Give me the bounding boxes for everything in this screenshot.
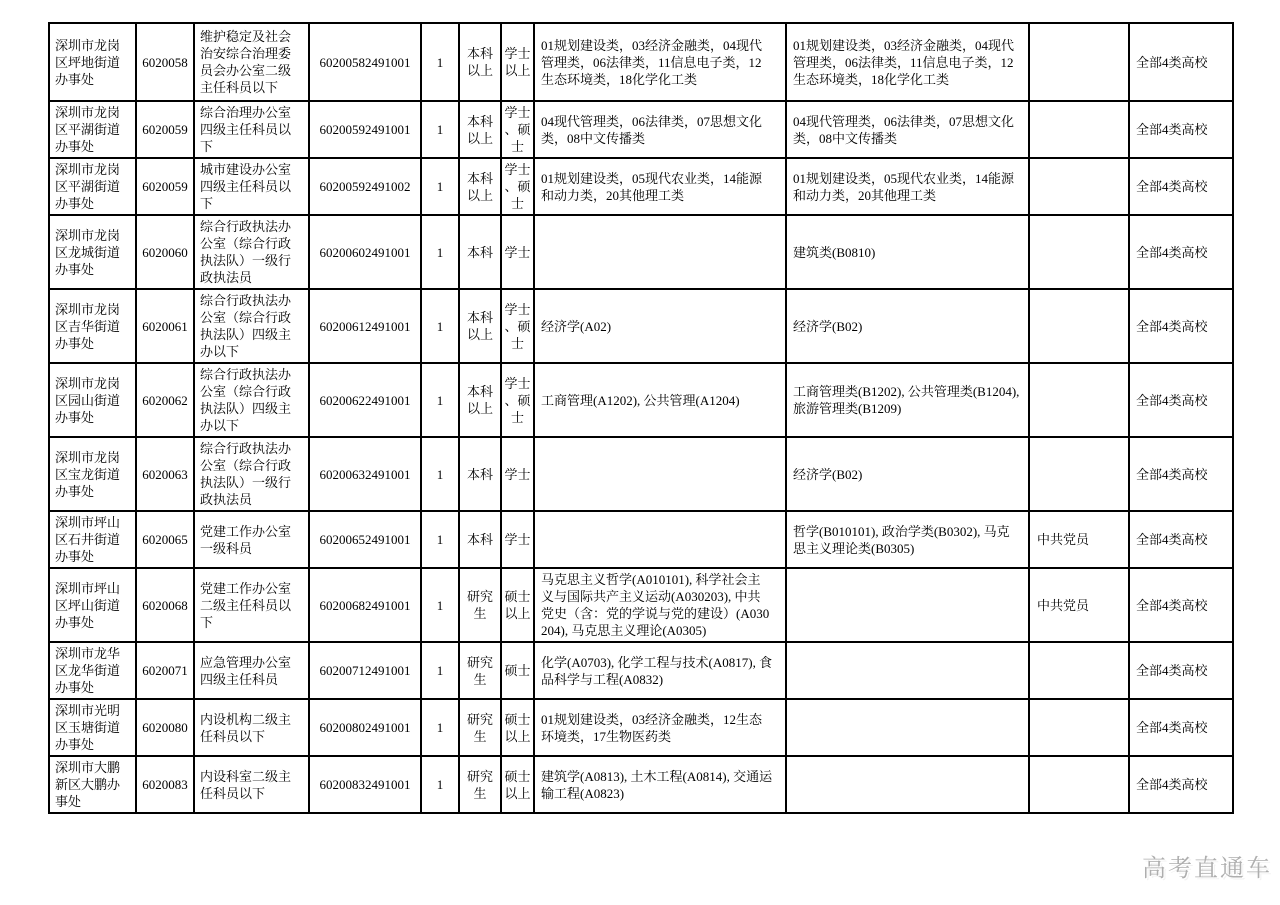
degree-cell: 学士、硕士 [501, 158, 534, 215]
major-list-a-cell: 工商管理(A1202), 公共管理(A1204) [534, 363, 786, 437]
political-status-cell [1029, 642, 1129, 699]
education-cell: 本科以上 [459, 363, 501, 437]
unit-code-cell: 6020080 [136, 699, 194, 756]
position-code-cell: 60200612491001 [309, 289, 421, 363]
degree-cell: 学士、硕士 [501, 101, 534, 158]
major-list-b-cell: 04现代管理类，06法律类，07思想文化类，08中文传播类 [786, 101, 1029, 158]
openings-cell: 1 [421, 642, 459, 699]
table-row [49, 642, 1233, 699]
college-type-cell: 全部4类高校 [1129, 699, 1233, 756]
unit-cell: 深圳市龙岗区宝龙街道办事处 [49, 437, 136, 511]
position-code-cell: 60200802491001 [309, 699, 421, 756]
major-list-b-cell: 经济学(B02) [786, 289, 1029, 363]
position-title-cell: 综合行政执法办公室（综合行政执法队）四级主办以下 [194, 289, 309, 363]
major-list-b-cell [786, 699, 1029, 756]
college-type-cell: 全部4类高校 [1129, 289, 1233, 363]
position-title-cell: 党建工作办公室二级主任科员以下 [194, 568, 309, 642]
college-type-cell: 全部4类高校 [1129, 158, 1233, 215]
political-status-cell: 中共党员 [1029, 511, 1129, 568]
positions-table-body [49, 23, 1233, 813]
openings-cell: 1 [421, 756, 459, 813]
position-code-cell: 60200832491001 [309, 756, 421, 813]
major-list-a-cell: 经济学(A02) [534, 289, 786, 363]
position-title-cell: 内设科室二级主任科员以下 [194, 756, 309, 813]
political-status-cell [1029, 699, 1129, 756]
unit-code-cell: 6020062 [136, 363, 194, 437]
position-code-cell: 60200712491001 [309, 642, 421, 699]
major-list-b-cell [786, 756, 1029, 813]
position-code-cell: 60200592491001 [309, 101, 421, 158]
openings-cell: 1 [421, 158, 459, 215]
position-code-cell: 60200582491001 [309, 23, 421, 101]
college-type-cell: 全部4类高校 [1129, 511, 1233, 568]
major-list-a-cell: 04现代管理类，06法律类，07思想文化类，08中文传播类 [534, 101, 786, 158]
education-cell: 本科 [459, 511, 501, 568]
education-cell: 本科 [459, 215, 501, 289]
table-row [49, 289, 1233, 363]
position-title-cell: 维护稳定及社会治安综合治理委员会办公室二级主任科员以下 [194, 23, 309, 101]
unit-code-cell: 6020063 [136, 437, 194, 511]
political-status-cell [1029, 215, 1129, 289]
unit-cell: 深圳市坪山区石井街道办事处 [49, 511, 136, 568]
degree-cell: 硕士 [501, 642, 534, 699]
political-status-cell [1029, 756, 1129, 813]
major-list-a-cell: 01规划建设类，03经济金融类，04现代管理类，06法律类，11信息电子类，12生态环境类，18化学化工类 [534, 23, 786, 101]
openings-cell: 1 [421, 215, 459, 289]
table-row [49, 215, 1233, 289]
unit-cell: 深圳市龙岗区平湖街道办事处 [49, 158, 136, 215]
college-type-cell: 全部4类高校 [1129, 642, 1233, 699]
position-code-cell: 60200602491001 [309, 215, 421, 289]
major-list-b-cell: 哲学(B010101), 政治学类(B0302), 马克思主义理论类(B0305) [786, 511, 1029, 568]
education-cell: 本科以上 [459, 101, 501, 158]
position-code-cell: 60200632491001 [309, 437, 421, 511]
education-cell: 研究生 [459, 568, 501, 642]
positions-table [48, 22, 1234, 814]
table-row [49, 23, 1233, 101]
political-status-cell [1029, 363, 1129, 437]
major-list-a-cell: 01规划建设类，03经济金融类，12生态环境类，17生物医药类 [534, 699, 786, 756]
major-list-a-cell: 01规划建设类，05现代农业类，14能源和动力类，20其他理工类 [534, 158, 786, 215]
table-row [49, 363, 1233, 437]
unit-cell: 深圳市龙岗区龙城街道办事处 [49, 215, 136, 289]
openings-cell: 1 [421, 511, 459, 568]
unit-code-cell: 6020059 [136, 158, 194, 215]
education-cell: 本科以上 [459, 23, 501, 101]
college-type-cell: 全部4类高校 [1129, 363, 1233, 437]
degree-cell: 硕士以上 [501, 699, 534, 756]
college-type-cell: 全部4类高校 [1129, 23, 1233, 101]
degree-cell: 硕士以上 [501, 568, 534, 642]
unit-code-cell: 6020060 [136, 215, 194, 289]
major-list-a-cell: 马克思主义哲学(A010101), 科学社会主义与国际共产主义运动(A030203), 中共党史（含：党的学说与党的建设）(A030204), 马克思主义理论(A0305) [534, 568, 786, 642]
unit-cell: 深圳市大鹏新区大鹏办事处 [49, 756, 136, 813]
political-status-cell [1029, 23, 1129, 101]
college-type-cell: 全部4类高校 [1129, 101, 1233, 158]
watermark: 高考直通车 [1142, 856, 1272, 882]
position-title-cell: 综合行政执法办公室（综合行政执法队）一级行政执法员 [194, 437, 309, 511]
table-row [49, 699, 1233, 756]
education-cell: 研究生 [459, 756, 501, 813]
degree-cell: 学士 [501, 437, 534, 511]
major-list-b-cell [786, 642, 1029, 699]
major-list-a-cell: 化学(A0703), 化学工程与技术(A0817), 食品科学与工程(A0832) [534, 642, 786, 699]
table-row [49, 158, 1233, 215]
openings-cell: 1 [421, 699, 459, 756]
position-title-cell: 党建工作办公室一级科员 [194, 511, 309, 568]
table-row [49, 511, 1233, 568]
unit-cell: 深圳市光明区玉塘街道办事处 [49, 699, 136, 756]
unit-cell: 深圳市龙岗区坪地街道办事处 [49, 23, 136, 101]
major-list-b-cell: 建筑类(B0810) [786, 215, 1029, 289]
table-row [49, 568, 1233, 642]
political-status-cell [1029, 158, 1129, 215]
political-status-cell [1029, 437, 1129, 511]
openings-cell: 1 [421, 23, 459, 101]
openings-cell: 1 [421, 568, 459, 642]
unit-cell: 深圳市龙华区龙华街道办事处 [49, 642, 136, 699]
unit-code-cell: 6020065 [136, 511, 194, 568]
degree-cell: 硕士以上 [501, 756, 534, 813]
education-cell: 研究生 [459, 642, 501, 699]
position-code-cell: 60200592491002 [309, 158, 421, 215]
degree-cell: 学士、硕士 [501, 289, 534, 363]
openings-cell: 1 [421, 363, 459, 437]
unit-code-cell: 6020068 [136, 568, 194, 642]
college-type-cell: 全部4类高校 [1129, 215, 1233, 289]
education-cell: 本科 [459, 437, 501, 511]
unit-cell: 深圳市坪山区坪山街道办事处 [49, 568, 136, 642]
unit-code-cell: 6020083 [136, 756, 194, 813]
college-type-cell: 全部4类高校 [1129, 437, 1233, 511]
major-list-b-cell: 经济学(B02) [786, 437, 1029, 511]
position-title-cell: 城市建设办公室四级主任科员以下 [194, 158, 309, 215]
major-list-b-cell: 01规划建设类，03经济金融类，04现代管理类，06法律类，11信息电子类，12生态环境类，18化学化工类 [786, 23, 1029, 101]
major-list-a-cell [534, 215, 786, 289]
position-title-cell: 内设机构二级主任科员以下 [194, 699, 309, 756]
openings-cell: 1 [421, 437, 459, 511]
unit-code-cell: 6020058 [136, 23, 194, 101]
college-type-cell: 全部4类高校 [1129, 568, 1233, 642]
major-list-a-cell [534, 511, 786, 568]
table-row [49, 437, 1233, 511]
table-row [49, 101, 1233, 158]
education-cell: 本科以上 [459, 289, 501, 363]
table-row [49, 756, 1233, 813]
unit-cell: 深圳市龙岗区吉华街道办事处 [49, 289, 136, 363]
degree-cell: 学士、硕士 [501, 363, 534, 437]
position-title-cell: 综合行政执法办公室（综合行政执法队）一级行政执法员 [194, 215, 309, 289]
degree-cell: 学士以上 [501, 23, 534, 101]
position-title-cell: 综合治理办公室四级主任科员以下 [194, 101, 309, 158]
degree-cell: 学士 [501, 215, 534, 289]
degree-cell: 学士 [501, 511, 534, 568]
unit-cell: 深圳市龙岗区平湖街道办事处 [49, 101, 136, 158]
position-title-cell: 应急管理办公室四级主任科员 [194, 642, 309, 699]
position-code-cell: 60200682491001 [309, 568, 421, 642]
openings-cell: 1 [421, 101, 459, 158]
major-list-a-cell [534, 437, 786, 511]
unit-code-cell: 6020071 [136, 642, 194, 699]
education-cell: 本科以上 [459, 158, 501, 215]
major-list-b-cell: 01规划建设类，05现代农业类，14能源和动力类，20其他理工类 [786, 158, 1029, 215]
political-status-cell: 中共党员 [1029, 568, 1129, 642]
openings-cell: 1 [421, 289, 459, 363]
education-cell: 研究生 [459, 699, 501, 756]
major-list-a-cell: 建筑学(A0813), 土木工程(A0814), 交通运输工程(A0823) [534, 756, 786, 813]
political-status-cell [1029, 289, 1129, 363]
unit-cell: 深圳市龙岗区园山街道办事处 [49, 363, 136, 437]
position-code-cell: 60200652491001 [309, 511, 421, 568]
position-title-cell: 综合行政执法办公室（综合行政执法队）四级主办以下 [194, 363, 309, 437]
major-list-b-cell: 工商管理类(B1202), 公共管理类(B1204), 旅游管理类(B1209) [786, 363, 1029, 437]
college-type-cell: 全部4类高校 [1129, 756, 1233, 813]
major-list-b-cell [786, 568, 1029, 642]
position-code-cell: 60200622491001 [309, 363, 421, 437]
political-status-cell [1029, 101, 1129, 158]
unit-code-cell: 6020061 [136, 289, 194, 363]
unit-code-cell: 6020059 [136, 101, 194, 158]
